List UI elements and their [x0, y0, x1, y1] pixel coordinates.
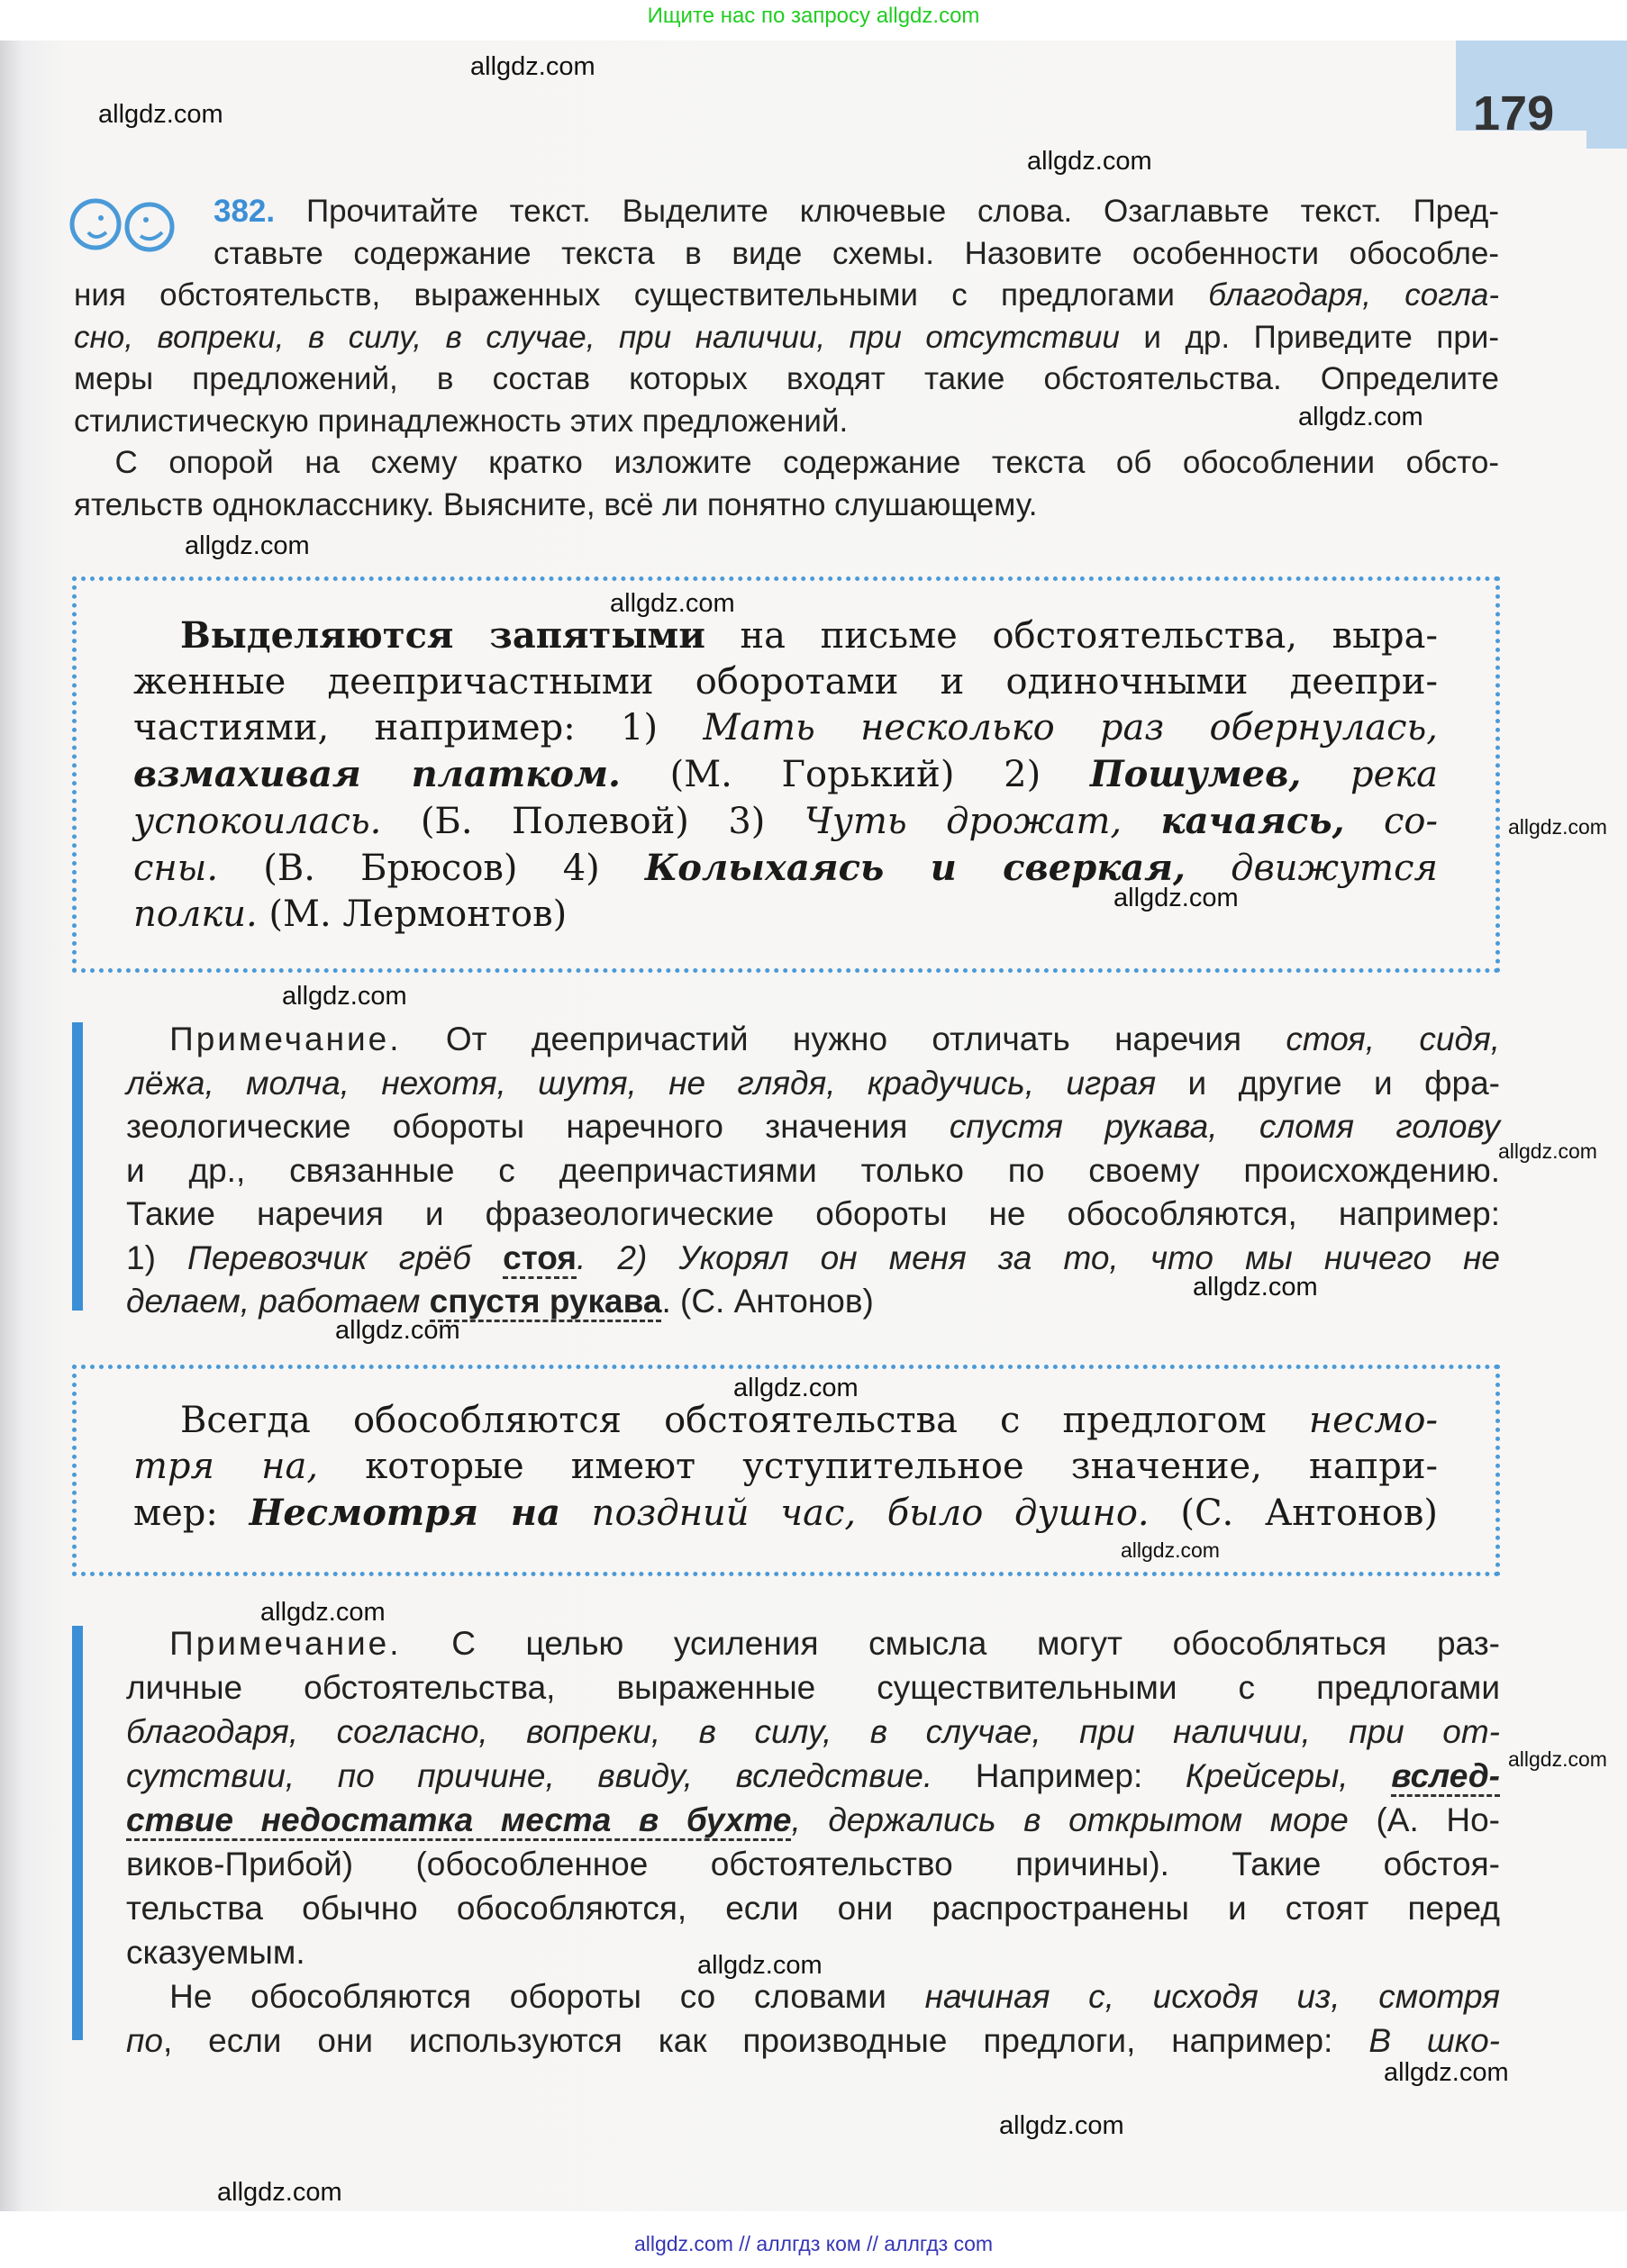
text-segment: , держались в открытом море — [791, 1801, 1349, 1838]
text-segment: река — [1301, 754, 1438, 795]
text-line — [126, 1886, 1500, 1930]
text-line — [133, 1444, 1438, 1490]
text-segment: , если они используются как производные предлоги, например: — [162, 2022, 1369, 2059]
note-2-text — [126, 1621, 1500, 2063]
text-segment: ния обстоятельств, выраженных существительными с предлогами — [74, 277, 1209, 313]
text-line — [74, 275, 1499, 317]
text-segment: поздний час, было душно. — [559, 1492, 1150, 1534]
exercise-number: 382. — [214, 194, 276, 229]
text-segment: Прочитайте текст. Выделите ключевые слова. Озаглавьте текст. Пред- — [305, 194, 1499, 229]
text-segment: зеологические обороты наречного значения — [126, 1108, 950, 1145]
text-segment: сно, вопреки, в силу, в случае, при наличии, при отсутствии — [74, 319, 1120, 355]
text-segment: благодаря, согласно, вопреки, в силу, в случае, при наличии, при от- — [126, 1713, 1500, 1750]
text-segment: (М. Лермонтов) — [257, 894, 568, 935]
text-segment: меры предложений, в состав которых входят такие обстоятельства. Определите — [74, 361, 1499, 396]
text-segment: спустя рукава, сломя голову — [949, 1108, 1500, 1145]
text-line — [126, 1062, 1500, 1106]
text-segment: . 2) Укорял он меня за то, что мы ничего не — [577, 1238, 1501, 1276]
rule-box-2-text — [133, 1398, 1438, 1537]
watermark: allgdz.com — [470, 52, 595, 81]
text-segment: со- — [1344, 801, 1439, 842]
watermark: allgdz.com — [185, 531, 310, 560]
text-segment: Не обособляются обороты со словами — [169, 1978, 925, 2015]
text-segment: тельства обычно обособляются, если они распространены и стоят перед — [126, 1890, 1500, 1927]
text-line — [126, 1149, 1500, 1193]
text-segment: В шко- — [1368, 2022, 1500, 2059]
text-segment: частиями, например: 1) — [133, 707, 704, 748]
text-segment: делаем, работаем — [126, 1283, 430, 1320]
text-line — [126, 1621, 1500, 1665]
text-segment: (С. Антонов) — [1149, 1492, 1438, 1534]
text-line — [133, 1398, 1438, 1444]
text-line — [74, 401, 1499, 443]
text-segment: ствие недостатка места в бухте — [126, 1801, 791, 1841]
text-line — [126, 1018, 1500, 1062]
text-segment: Несмотря на — [249, 1492, 560, 1534]
text-line — [74, 191, 1499, 233]
note-label: Примечание. — [169, 1625, 402, 1662]
text-segment: Чуть дрожат, — [804, 801, 1161, 842]
text-line — [133, 845, 1438, 892]
watermark: allgdz.com — [1508, 815, 1607, 839]
text-line — [74, 485, 1499, 527]
text-segment: лёжа, молча, нехотя, шутя, не глядя, крадучись, играя — [126, 1064, 1157, 1102]
text-segment: ставьте содержание текста в виде схемы. Назовите особенности обособле- — [214, 235, 1499, 271]
text-line — [126, 1842, 1500, 1886]
text-segment: благодаря, согла- — [1208, 277, 1499, 313]
text-segment: и др. Приведите при- — [1119, 319, 1500, 355]
watermark: allgdz.com — [260, 1598, 386, 1627]
watermark: allgdz.com — [282, 982, 407, 1011]
watermark: allgdz.com — [1027, 147, 1152, 176]
search-banner: Ищите нас по запросу allgdz.com — [647, 4, 980, 28]
text-line — [126, 1798, 1500, 1842]
text-segment: которые имеют уступительное значение, напри- — [318, 1446, 1438, 1487]
watermark: allgdz.com — [1508, 1747, 1607, 1771]
text-segment: стилистическую принадлежность этих предложений. — [74, 403, 849, 439]
rule-box-1-text — [133, 612, 1438, 938]
text-line — [126, 2019, 1500, 2063]
text-segment: на письме обстоятельства, выра- — [704, 615, 1438, 657]
watermark: allgdz.com — [1193, 1273, 1318, 1302]
text-segment: ятельств однокласснику. Выясните, всё ли понятно слушающему. — [74, 486, 1038, 522]
text-line — [126, 1710, 1500, 1754]
watermark: allgdz.com — [335, 1316, 460, 1345]
watermark: allgdz.com — [610, 589, 735, 618]
watermark: allgdz.com — [1113, 884, 1239, 912]
text-segment: взмахивая платком. — [133, 753, 621, 795]
text-line — [126, 1754, 1500, 1798]
text-segment: женные деепричастными оборотами и одиночными деепри- — [133, 661, 1438, 703]
text-line — [74, 442, 1499, 485]
text-line — [126, 1105, 1500, 1149]
text-segment: Например: — [932, 1757, 1186, 1794]
text-line — [74, 233, 1499, 276]
text-line — [74, 358, 1499, 401]
exercise-task — [74, 191, 1499, 526]
text-line — [126, 1974, 1500, 2019]
text-segment: Мать несколько раз обернулась, — [703, 707, 1438, 748]
text-segment: и другие и фра- — [1156, 1064, 1500, 1102]
text-segment: С опорой на схему кратко изложите содержание текста об обособлении обсто- — [114, 445, 1499, 480]
text-segment: вслед- — [1391, 1757, 1500, 1797]
text-segment: (М. Горький) 2) — [620, 754, 1090, 795]
text-line — [133, 659, 1438, 705]
watermark: allgdz.com — [1121, 1538, 1220, 1562]
note-1-marker — [72, 1022, 83, 1311]
text-segment: Всегда обособляются обстоятельства с предлогом — [180, 1400, 1309, 1441]
text-segment: полки. — [133, 894, 258, 935]
text-segment: 1) — [126, 1238, 188, 1276]
text-segment: . (С. Антонов) — [661, 1283, 874, 1320]
watermark: allgdz.com — [98, 100, 223, 129]
note-2-marker — [72, 1626, 83, 2040]
text-segment: и др., связанные с деепричастиями только по своему происхождению. — [126, 1151, 1500, 1189]
text-segment: по — [126, 2022, 163, 2059]
watermark: allgdz.com — [217, 2178, 342, 2207]
text-segment: Выделяются запятыми — [180, 614, 705, 657]
watermark: allgdz.com — [733, 1374, 859, 1402]
text-segment: сны. — [133, 848, 219, 889]
text-segment: мер: — [133, 1492, 250, 1534]
text-line — [133, 751, 1438, 798]
text-line — [133, 1490, 1438, 1537]
text-segment: Колыхаясь и сверкая, — [644, 847, 1186, 889]
watermark: allgdz.com — [697, 1951, 823, 1980]
text-segment: Крейсеры, — [1185, 1757, 1392, 1794]
text-segment: С целью усиления смысла могут обособляться раз- — [401, 1625, 1500, 1662]
text-segment: сутствии, по причине, ввиду, вследствие. — [126, 1757, 933, 1794]
watermark: allgdz.com — [1384, 2058, 1509, 2087]
text-segment: Такие наречия и фразеологические обороты не обособляются, например: — [126, 1195, 1500, 1232]
text-line — [133, 798, 1438, 845]
text-segment: (А. Но- — [1348, 1801, 1500, 1838]
text-segment: стоя — [503, 1239, 577, 1279]
text-segment: Перевозчик грёб — [187, 1238, 504, 1276]
text-line — [74, 317, 1499, 359]
text-line — [133, 612, 1438, 659]
text-segment: Пошумев, — [1089, 753, 1302, 795]
text-segment: тря на, — [133, 1446, 319, 1487]
text-line — [133, 705, 1438, 751]
text-segment: стоя, сидя, — [1286, 1021, 1500, 1057]
text-segment: начиная с, исходя из, смотря — [924, 1978, 1500, 2015]
watermark: allgdz.com — [1298, 403, 1423, 431]
text-line — [126, 1665, 1500, 1710]
text-segment: несмо- — [1308, 1400, 1438, 1441]
text-line — [133, 892, 1438, 938]
note-label: Примечание. — [169, 1021, 402, 1057]
page-number: 179 — [1473, 86, 1555, 141]
text-segment: От деепричастий нужно отличать наречия — [401, 1021, 1286, 1057]
text-segment: движутся — [1185, 848, 1439, 889]
page-corner-tab-edge — [1586, 131, 1627, 149]
text-segment: виков-Прибой) (обособленное обстоятельство причины). Такие обстоя- — [126, 1846, 1500, 1882]
text-segment: личные обстоятельства, выраженные существительными с предлогами — [126, 1669, 1500, 1706]
text-segment: сказуемым. — [126, 1934, 305, 1971]
text-segment: (В. Брюсов) 4) — [218, 848, 645, 889]
text-segment: качаясь, — [1160, 800, 1345, 842]
text-segment: спустя рукава — [430, 1283, 662, 1322]
text-segment: успокоилась. — [133, 801, 382, 842]
footer-links: allgdz.com // аллгдз ком // аллгдз com — [633, 2232, 994, 2255]
watermark: allgdz.com — [999, 2111, 1124, 2140]
text-segment: (Б. Полевой) 3) — [381, 801, 804, 842]
text-line — [126, 1193, 1500, 1237]
watermark: allgdz.com — [1498, 1139, 1597, 1163]
